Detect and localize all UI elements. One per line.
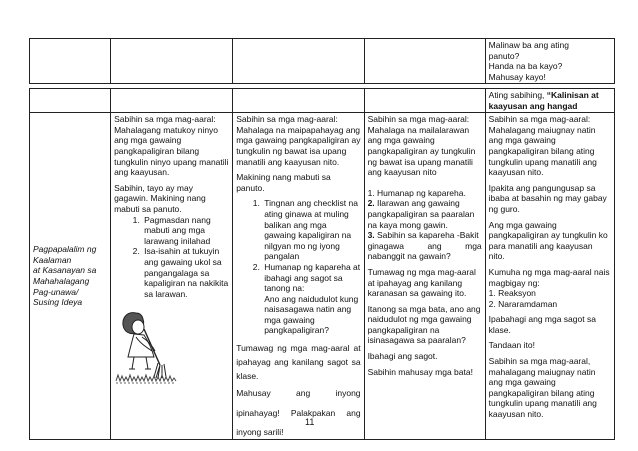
col1-list	[114, 215, 229, 300]
col1-list-item: 1. Pagmasdan nang mabuti ang mga larawang inilahad	[142, 215, 229, 247]
col2-praise-line3: inyong sarili!	[236, 427, 284, 438]
col2-question: Ano ang naidudulot kung naisasagawa natin ang mga gawaing pangkapaligiran?	[264, 293, 359, 336]
top-line-1: Malinaw ba ang ating	[488, 40, 569, 50]
top-line-2: panuto?	[488, 50, 520, 61]
col4-para5: Ipabahagi ang mga sagot sa klase.	[488, 314, 596, 335]
content-row	[30, 113, 615, 440]
col2-cell	[233, 113, 364, 440]
col4-para4: Kumuha ng mga mag-aaral nais magbigay ng:	[488, 266, 610, 288]
col4-para6: Tandaan ito!	[488, 340, 535, 351]
col2-list-item: 1. Tingnan ang checklist na ating ginawa at muling balikan ang mga gawaing kapaligiran na nilgyan mo ng iyong pangalan	[262, 198, 360, 262]
col3-para3: Itanong sa mga bata, ano ang naidudulot ng mga gawaing pangkapaligiran na isinasagawa sa paaralan?	[367, 303, 481, 346]
top-cell-col1	[111, 39, 233, 84]
col3-item1: 1. Humanap ng kapareha.	[367, 187, 466, 198]
col3-item3-line2: ginagawa ang mga	[367, 240, 482, 251]
col4-list-item: 1. Reaksyon	[488, 288, 536, 299]
col2-praise-line2: ipinahayag! Palakpakan ang	[236, 407, 361, 418]
col2-praise-line1: Mahusay ang inyong	[236, 388, 361, 399]
header-text: Ating sabihing,	[488, 90, 547, 100]
col1-list-item: 2. Isa-isahin at tukuyin ang gawaing ukol sa pangangalaga sa kapaligiran na nakikita sa larawan.	[142, 246, 229, 299]
col4-para7: Sabihin sa mga mag-aaral, mahalagang maiugnay natin ang mga gawaing pangkapaligiran bilang ating tungkulin upang manatili ang kaayusan nito.	[488, 356, 597, 420]
col4-list-item: 2. Nararamdaman	[488, 298, 558, 309]
col2-para3: Tumawag ng mga mag-aaral at ipahayag ang kanilang sagot sa klase.	[236, 343, 361, 382]
stage-label: Pagpapalalim ng Kaalaman at Kasanayan sa Mahahalagang Pag-unawa/ Susing Ideya	[33, 244, 97, 308]
col1-cell	[111, 113, 233, 440]
top-line-4: Mahusay kayo!	[488, 71, 546, 82]
top-cell-col4	[485, 39, 614, 84]
col2-para2: Makining nang mabuti sa panuto.	[236, 172, 331, 193]
col3-para4: Ibahagi ang sagot.	[367, 351, 438, 362]
top-cell-col3	[364, 39, 485, 84]
col2-list	[236, 198, 360, 336]
col1-para1: Sabihin sa mga mag-aaral: Mahalagang matukoy ninyo ang mga gawaing pangkapaligiran bilang tungkulin ninyo upang manatili ang kaayusan.	[114, 114, 229, 178]
col3-para1: Sabihin sa mga mag-aaral: Mahalaga na mailalarawan ang mga gawaing pangkapaligiran ay tungkulin ng bawat isa upang manatili ang kaayusan nito	[367, 114, 476, 178]
col3-item2: 2. Ilarawan ang gawaing pangkapaligiran sa paaralan na kaya mong gawin.	[367, 198, 475, 230]
col3-item3-line3: nabanggit na gawain?	[367, 251, 451, 262]
col1-para2: Sabihin, tayo ay may gagawin. Makining nang mabuti sa panuto.	[114, 182, 206, 214]
col3-cell	[364, 113, 485, 440]
col4-para2: Ipakita ang pangungusap sa ibaba at basahin ng may gabay ng guro.	[488, 182, 607, 214]
top-table-row	[30, 39, 615, 84]
main-table	[29, 88, 615, 440]
top-table	[29, 38, 615, 84]
col3-item3: 3. Sabihin sa kapareha -Bakit	[367, 230, 479, 241]
header-cell-col4	[485, 89, 614, 113]
col2-list-item: 2. Humanap ng kapareha at ibahagi ang sagot sa tanong na: Ano ang naidudulot kung naisasagawa natin ang mga gawaing pangkapaligiran?	[262, 262, 360, 336]
top-cell-stage	[30, 39, 111, 84]
stage-label-cell	[30, 113, 111, 440]
top-cell-col2	[233, 39, 364, 84]
page-number: 11	[305, 417, 315, 427]
col4-para1: Sabihin sa mga mag-aaral: Mahalagang maiugnay natin ang mga gawaing pangkapaligiran bilang ating tungkulin upang manatili ang kaayusan nito.	[488, 114, 597, 178]
girl-sweeping-illustration	[114, 307, 194, 389]
col2-para1: Sabihin sa mga mag-aaral: Mahalaga na maipapahayag ang mga gawaing pangkapaligiran ay tungkulin ng bawat isa upang manatili ang kaayusan nito.	[236, 114, 361, 167]
col4-cell	[485, 113, 614, 440]
top-line-3: Handa na ba kayo?	[488, 61, 563, 72]
col4-para3: Ang mga gawaing pangkapaligiran ay tungkulin ko para manatili ang kaayusan nito.	[488, 219, 608, 262]
header-row	[30, 89, 615, 113]
header-bold-text: “Kalinisan at kaayusan ang hangad	[488, 90, 599, 111]
col3-para5: Sabihin mahusay mga bata!	[367, 366, 473, 377]
col3-para2: Tumawag ng mga mag-aaral at ipahayag ang kanilang karanasan sa gawaing ito.	[367, 266, 476, 299]
